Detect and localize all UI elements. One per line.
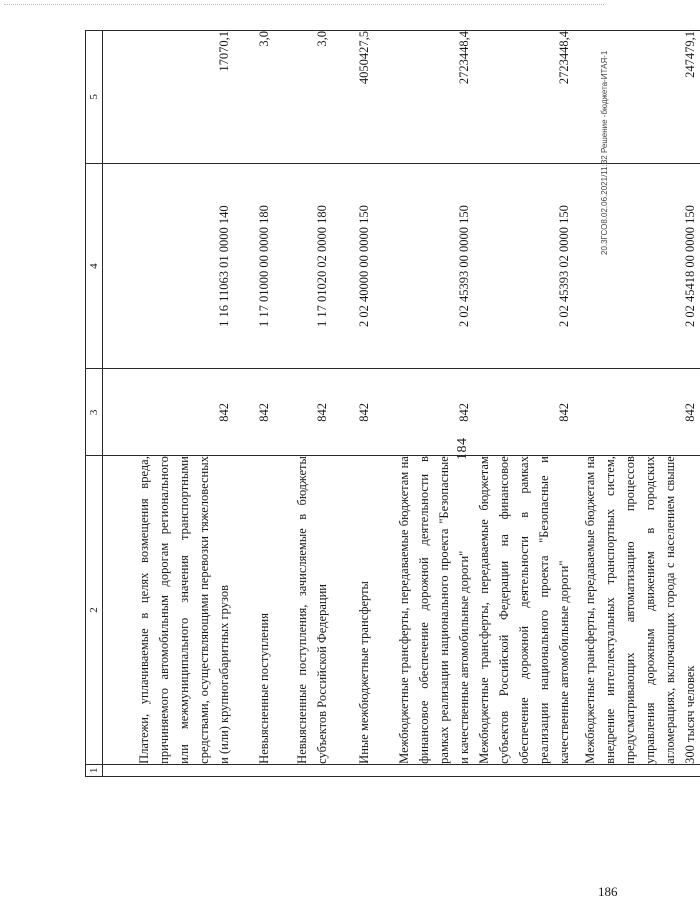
admin-code: 842	[332, 369, 374, 456]
budget-code: 2 02 40000 00 0000 150	[332, 163, 374, 369]
column-header-5: 5	[86, 31, 103, 164]
footer-page-number: 186	[598, 884, 618, 899]
revenue-name: Невыясненные поступления	[234, 456, 274, 765]
table-header-row	[86, 31, 103, 777]
table-row	[103, 31, 235, 777]
table-row	[374, 31, 474, 777]
table-row	[474, 31, 574, 777]
column-header-1: 1	[86, 764, 103, 776]
header-page-number: 184	[455, 437, 470, 460]
row-index-cell	[374, 764, 474, 776]
admin-code: 842	[274, 369, 332, 456]
budget-code: 2 02 45418 00 0000 150	[574, 163, 700, 369]
revenue-name: Платежи, уплачиваемые в целях возмещения вреда, причиняемого автомобильным дорогам регионального или межмуниципального значения транспортными средствами, осуществляющими перевозки тяжеловесных и (или) крупногабаритных грузов	[103, 456, 235, 765]
table-row	[274, 31, 332, 777]
admin-code: 842	[234, 369, 274, 456]
revenue-name: Межбюджетные трансферты, передаваемые бюджетам субъектов Российской Федерации на финансовое обеспечение дорожной деятельности в рамках реализации национального проекта "Безопасные и качественные автомобильные дороги"	[474, 456, 574, 765]
table-row	[332, 31, 374, 777]
budget-code: 2 02 45393 00 0000 150	[374, 163, 474, 369]
budget-code: 1 17 01020 02 0000 180	[274, 163, 332, 369]
document-stamp: 20.3ГСО8.02.06.2021/11:32 Решение -бюджета-ИТАЯ-1	[600, 50, 609, 255]
row-index-cell	[332, 764, 374, 776]
budget-code: 2 02 45393 02 0000 150	[474, 163, 574, 369]
budget-code: 1 16 11063 01 0000 140	[103, 163, 235, 369]
admin-code: 842	[374, 369, 474, 456]
revenue-name: Невыясненные поступления, зачисляемые в бюджеты субъектов Российской Федерации	[274, 456, 332, 765]
row-index-cell	[234, 764, 274, 776]
row-index-cell	[103, 764, 235, 776]
budget-code: 1 17 01000 00 0000 180	[234, 163, 274, 369]
row-index-cell	[574, 764, 700, 776]
admin-code: 842	[574, 369, 700, 456]
amount: 17070,1	[103, 31, 235, 164]
revenue-name: Межбюджетные трансферты, передаваемые бюджетам на финансовое обеспечение дорожной деятельности в рамках реализации национального проекта "Безопасные и качественные автомобильные дороги"	[374, 456, 474, 765]
column-header-3: 3	[86, 369, 103, 456]
column-header-4: 4	[86, 163, 103, 369]
column-header-2: 2	[86, 456, 103, 765]
admin-code: 842	[474, 369, 574, 456]
amount: 4050427,5	[332, 31, 374, 164]
table-row	[234, 31, 274, 777]
amount: 247479,1	[574, 31, 700, 164]
row-index-cell	[474, 764, 574, 776]
amount: 3,0	[234, 31, 274, 164]
row-index-cell	[274, 764, 332, 776]
revenue-name: Иные межбюджетные трансферты	[332, 456, 374, 765]
amount: 2723448,4	[374, 31, 474, 164]
table-row	[574, 31, 700, 777]
revenue-name: Межбюджетные трансферты, передаваемые бюджетам на внедрение интеллектуальных транспортных систем, предусматривающих автоматизацию процессов управления дорожным движением в городских агломерациях, включающих города с населением свыше 300 тысяч человек	[574, 456, 700, 765]
amount: 2723448,4	[474, 31, 574, 164]
admin-code: 842	[103, 369, 235, 456]
amount: 3,0	[274, 31, 332, 164]
